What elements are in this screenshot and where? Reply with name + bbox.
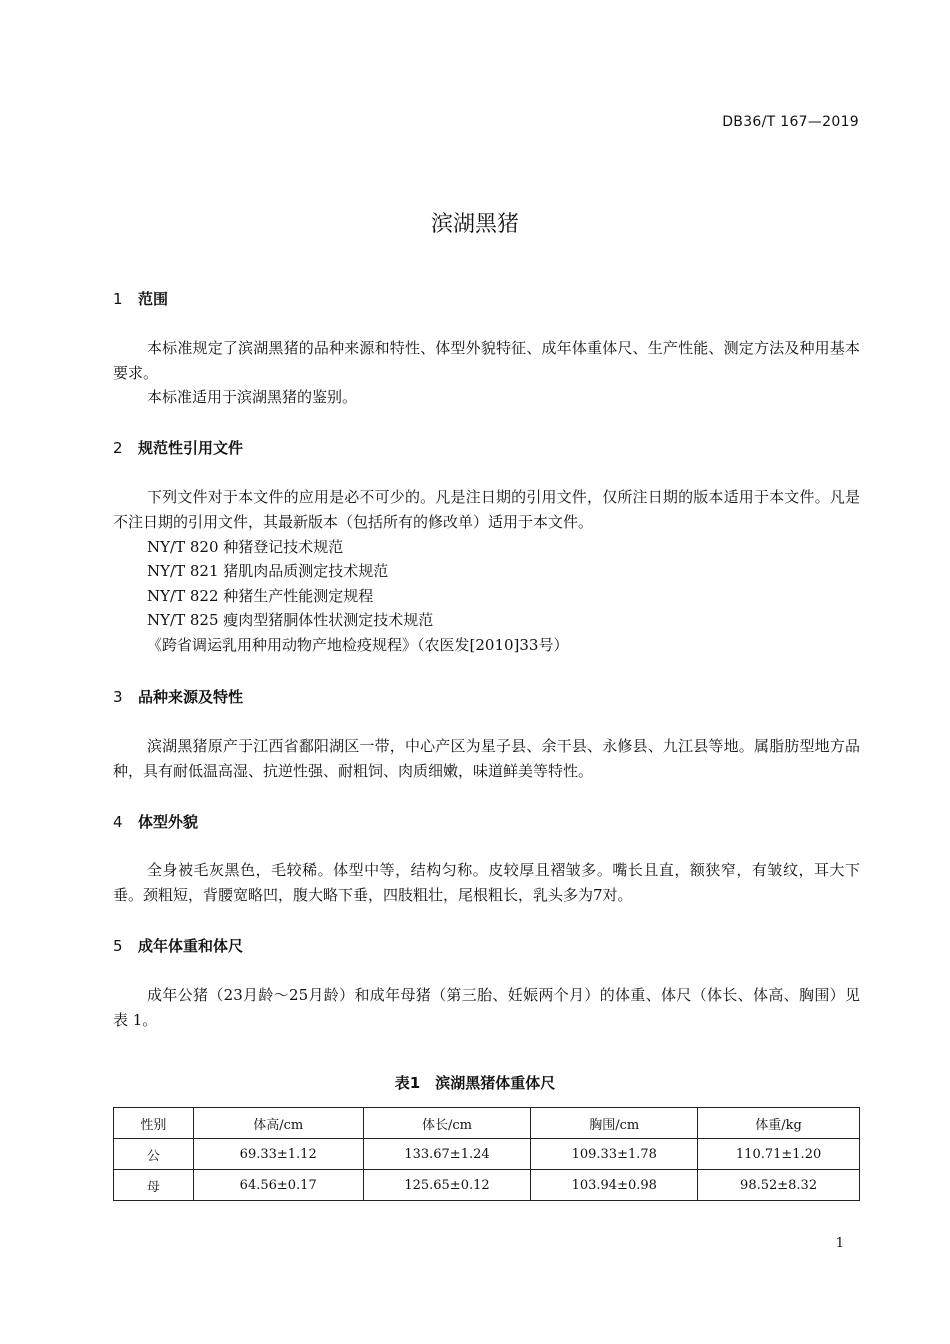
document-code: DB36/T 167—2019 [722, 114, 859, 130]
section-title: 范围 [138, 290, 169, 308]
table-header-cell: 胸围/cm [531, 1108, 698, 1139]
table-header-cell: 体重/kg [698, 1108, 860, 1139]
paragraph: 全身被毛灰黑色，毛较稀。体型中等，结构匀称。皮较厚且褶皱多。嘴长且直，额狭窄，有皱纹，耳大下垂。颈粗短，背腰宽略凹，腹大略下垂，四肢粗壮，尾根粗长，乳头多为7对。 [113, 861, 860, 904]
section-heading-scope [113, 288, 168, 309]
section-number: 5 [113, 937, 123, 955]
table-header-cell: 性别 [114, 1108, 194, 1139]
table-cell: 69.33±1.12 [193, 1139, 363, 1170]
table-header-row [114, 1108, 860, 1139]
table-cell: 109.33±1.78 [531, 1139, 698, 1170]
document-title: 滨湖黑猪 [430, 212, 519, 237]
section-title: 规范性引用文件 [138, 439, 244, 457]
table-cell: 110.71±1.20 [698, 1139, 860, 1170]
table-cell: 公 [114, 1139, 194, 1170]
table-cell: 133.67±1.24 [363, 1139, 531, 1170]
paragraph: 本标准适用于滨湖黑猪的鉴别。 [147, 388, 358, 406]
paragraph: 滨湖黑猪原产于江西省鄱阳湖区一带，中心产区为星子县、余干县、永修县、九江县等地。属脂肪型地方品种，具有耐低温高湿、抗逆性强、耐粗饲、肉质细嫩，味道鲜美等特性。 [113, 737, 860, 780]
table-cell: 98.52±8.32 [698, 1170, 860, 1201]
table-header-cell: 体长/cm [363, 1108, 531, 1139]
section-heading-appearance [113, 811, 198, 832]
table-header-cell: 体高/cm [193, 1108, 363, 1139]
section-heading-origin [113, 686, 243, 707]
section-title: 成年体重和体尺 [138, 937, 244, 955]
reference-item: NY/T 825 瘦肉型猪胴体性状测定技术规范 [147, 611, 434, 629]
section-number: 2 [113, 439, 123, 457]
table-caption: 表1 滨湖黑猪体重体尺 [394, 1074, 556, 1092]
table-cell: 母 [114, 1170, 194, 1201]
reference-item: NY/T 821 猪肌肉品质测定技术规范 [147, 562, 389, 580]
table-cell: 125.65±0.12 [363, 1170, 531, 1201]
table-cell: 64.56±0.17 [193, 1170, 363, 1201]
paragraph: 下列文件对于本文件的应用是必不可少的。凡是注日期的引用文件，仅所注日期的版本适用于本文件。凡是不注日期的引用文件，其最新版本（包括所有的修改单）适用于本文件。 [113, 488, 860, 531]
reference-item: NY/T 822 种猪生产性能测定规程 [147, 587, 374, 605]
section-title: 体型外貌 [138, 813, 199, 831]
section-number: 4 [113, 813, 123, 831]
paragraph: 成年公猪（23月龄～25月龄）和成年母猪（第三胎、妊娠两个月）的体重、体尺（体长、体高、胸围）见表 1。 [113, 986, 860, 1029]
section-title: 品种来源及特性 [138, 688, 244, 706]
reference-item: NY/T 820 种猪登记技术规范 [147, 538, 344, 556]
page-number: 1 [835, 1236, 844, 1251]
section-heading-normative-references [113, 437, 243, 458]
section-number: 1 [113, 290, 123, 308]
table-cell: 103.94±0.98 [531, 1170, 698, 1201]
table-row [114, 1170, 860, 1201]
table-row [114, 1139, 860, 1170]
reference-item: 《跨省调运乳用种用动物产地检疫规程》（农医发[2010]33号） [147, 636, 569, 654]
measurement-table [113, 1107, 860, 1201]
section-number: 3 [113, 688, 123, 706]
section-heading-body-measurements [113, 935, 243, 956]
paragraph: 本标准规定了滨湖黑猪的品种来源和特性、体型外貌特征、成年体重体尺、生产性能、测定方法及种用基本要求。 [113, 339, 860, 382]
